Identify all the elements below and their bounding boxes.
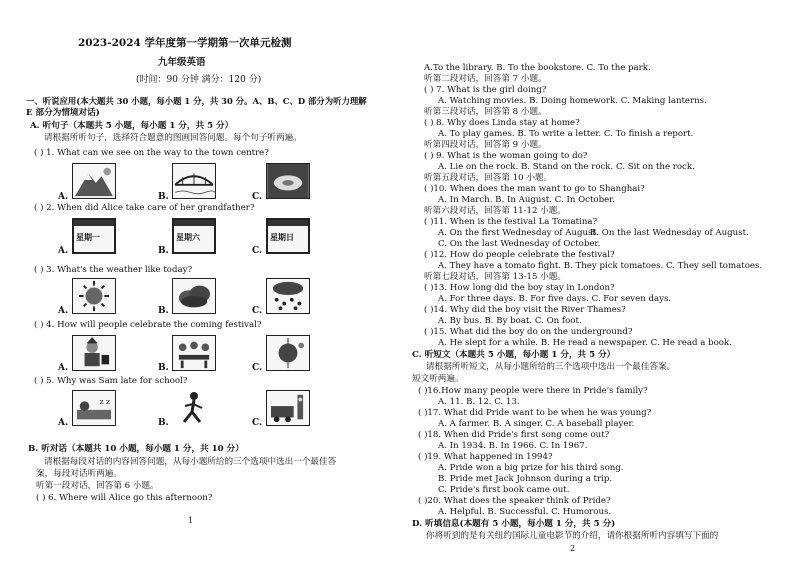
question-11: ( )11. When is the festival La Tomatina? xyxy=(424,217,598,227)
option-b-label: B. xyxy=(158,363,169,373)
page-number: 2 xyxy=(570,544,576,553)
exam-subtitle: 九年级英语 xyxy=(158,57,206,68)
option-c-label: C. xyxy=(252,363,263,373)
question-9: ( ) 9. What is the woman going to do? xyxy=(424,151,588,161)
option-c-label: C. xyxy=(252,306,263,316)
section-c-instructions-cont: 短文听两遍。 xyxy=(412,374,464,384)
question-6: ( ) 6. Where will Alice go this afternoon? xyxy=(36,493,213,503)
part1-heading-cont: E 部分为情境对话) xyxy=(26,108,100,118)
question-10-options: A. In March. B. In August. C. In October. xyxy=(438,195,616,205)
question-12-options: A. They have a tomato fight. B. They pick tomatoes. C. They sell tomatoes. xyxy=(438,261,763,271)
family-dinner-picture xyxy=(172,335,216,371)
question-17: ( )17. What did Pride want to be when he was young? xyxy=(418,408,652,418)
question-16-options: A. 11. B. 12. C. 13. xyxy=(438,397,520,407)
section-a-instructions: 请根据所听句子，选择符合题意的图画回答问题。每个句子听两遍。 xyxy=(44,133,302,143)
question-19-option-a: A. Pride won a big prize for his third song. xyxy=(438,463,624,473)
question-11-option-a: A. On the first Wednesday of August. xyxy=(438,228,599,238)
question-16: ( )16.How many people were there in Pride's family? xyxy=(418,386,648,396)
section-c-heading: C. 听短文（本题共 5 小题，每小题 1 分，共 5 分） xyxy=(412,350,616,360)
part1-heading: 一、听说应用(本大题共 30 小题，每小题 1 分，共 30 分。A、B、C、D 部分为听力理解 xyxy=(26,96,367,106)
question-14-options: A. By bus. B. By boat. C. On foot. xyxy=(438,316,582,326)
option-b-label: B. xyxy=(158,418,169,428)
santa-picture xyxy=(72,335,116,371)
option-b-label: B. xyxy=(158,246,169,256)
question-19-option-b: B. Pride met Jack Johnson during a trip. xyxy=(438,474,613,484)
page-number: 1 xyxy=(188,516,194,525)
calendar-monday-picture xyxy=(72,218,116,254)
running-picture xyxy=(172,390,216,426)
question-2: ( ) 2. When did Alice take care of her grandfather? xyxy=(34,203,255,213)
calendar-day-text: 星期六 xyxy=(176,232,200,242)
option-b-label: B. xyxy=(158,192,169,202)
question-3: ( ) 3. What's the weather like today? xyxy=(34,265,193,275)
question-11-option-b: B. On the last Wednesday of August. xyxy=(590,228,749,238)
question-9-options: A. Lie on the rock. B. Stand on the rock. C. Sit on the rock. xyxy=(438,162,695,172)
question-20: ( )20. What does the speaker think of Pride? xyxy=(418,496,611,506)
section-b-instructions: 请根据每段对话的内容回答问题，从每小题所给的三个选项中选出一个最佳答 xyxy=(44,457,337,467)
section-c-instructions: 请根据所听短文，从每小题所给的三个选项中选出一个最佳答案。 xyxy=(426,362,676,372)
question-13-options: A. For three days. B. For five days. C. For seven days. xyxy=(438,294,672,304)
option-c-label: C. xyxy=(252,192,263,202)
option-a-label: A. xyxy=(58,363,69,373)
svg-text:z z: z z xyxy=(99,397,111,407)
question-6-options: A.To the library. B. To the bookstore. C. To the park. xyxy=(424,63,651,73)
dialogue-3-instruction: 听第三段对话，回答第 8 小题。 xyxy=(424,107,547,117)
option-a-label: A. xyxy=(58,418,69,428)
question-19-option-c: C. Pride's first book came out. xyxy=(438,485,570,495)
cloud-picture xyxy=(172,278,216,314)
question-18: ( )18. When did Pride's first song come out? xyxy=(418,430,610,440)
dialogue-4-instruction: 听第四段对话，回答第 9 小题。 xyxy=(424,140,547,150)
exam-meta: (时间：90 分钟 满分：120 分) xyxy=(136,75,262,85)
question-14: ( )14. Why did the boy visit the River Thames? xyxy=(424,305,626,315)
lake-picture xyxy=(266,163,310,199)
question-15: ( )15. What did the boy do on the underground? xyxy=(424,327,633,337)
dialogue-1-instruction: 听第一段对话，回答第 6 小题。 xyxy=(36,481,159,491)
option-a-label: A. xyxy=(58,306,69,316)
question-10: ( )10. When does the man want to go to Shanghai? xyxy=(424,184,645,194)
question-20-options: A. Helpful. B. Successful. C. Humorous. xyxy=(438,507,612,517)
lantern-picture xyxy=(266,335,310,371)
exam-title: 2023-2024 学年度第一学期第一次单元检测 xyxy=(78,37,292,49)
calendar-day-text: 星期一 xyxy=(76,232,100,242)
option-b-label: B. xyxy=(158,306,169,316)
question-8-options: A. To play games. B. To write a letter. C. To finish a report. xyxy=(438,129,694,139)
section-a-heading: A. 听句子（本题共 5 小题，每小题 1 分，共 5 分） xyxy=(30,121,234,131)
question-12: ( )12. How do people celebrate the festival? xyxy=(424,250,615,260)
section-d-heading: D. 听填信息(本题有 5 小题，每小题 1 分，共 5 分) xyxy=(412,519,616,529)
rain-picture xyxy=(266,278,310,314)
calendar-day-text: 星期日 xyxy=(270,232,294,242)
page-2 xyxy=(400,0,794,561)
section-d-instructions: 你将听到的是有关纽约国际儿童电影节的介绍，请你根据所听内容填写下面的 xyxy=(426,531,719,541)
question-8: ( ) 8. Why does Linda stay at home? xyxy=(424,118,580,128)
option-c-label: C. xyxy=(252,246,263,256)
dialogue-7-instruction: 听第七段对话，回答第 13-15 小题。 xyxy=(424,272,566,282)
traffic-picture xyxy=(266,390,310,426)
option-a-label: A. xyxy=(58,246,69,256)
question-11-option-c: C. On the last Wednesday of October. xyxy=(438,239,601,249)
question-4: ( ) 4. How will people celebrate the coming festival? xyxy=(34,320,262,330)
dialogue-2-instruction: 听第二段对话，回答第 7 小题。 xyxy=(424,74,547,84)
question-18-options: A. In 1934. B. In 1966. C. In 1967. xyxy=(438,441,588,451)
dialogue-6-instruction: 听第六段对话，回答第 11-12 小题。 xyxy=(424,206,566,216)
question-15-options: A. He slept for a while. B. He read a newspaper. C. He read a book. xyxy=(438,338,732,348)
question-7-options: A. Watching movies. B. Doing homework. C. Making lanterns. xyxy=(438,96,707,106)
question-5: ( ) 5. Why was Sam late for school? xyxy=(34,376,188,386)
mountain-picture xyxy=(72,163,116,199)
calendar-sunday-picture xyxy=(266,218,310,254)
dialogue-5-instruction: 听第五段对话，回答第 10 小题。 xyxy=(424,173,553,183)
question-19: ( )19. What happened in 1994? xyxy=(418,452,553,462)
question-1: ( ) 1. What can we see on the way to the town centre? xyxy=(34,148,269,158)
section-b-heading: B. 听对话（本题共 10 小题，每小题 1 分，共 10 分） xyxy=(28,444,244,454)
option-c-label: C. xyxy=(252,418,263,428)
sun-picture xyxy=(72,278,116,314)
option-a-label: A. xyxy=(58,192,69,202)
bridge-picture xyxy=(172,163,216,199)
question-13: ( )13. How long did the boy stay in London? xyxy=(424,283,615,293)
sleeping-picture xyxy=(72,390,116,426)
section-b-instructions-cont: 案，每段对话听两遍。 xyxy=(36,469,122,479)
calendar-saturday-picture xyxy=(172,218,216,254)
question-7: ( ) 7. What is the girl doing? xyxy=(424,85,547,95)
question-17-options: A. A farmer. B. A singer. C. A baseball player. xyxy=(438,419,635,429)
